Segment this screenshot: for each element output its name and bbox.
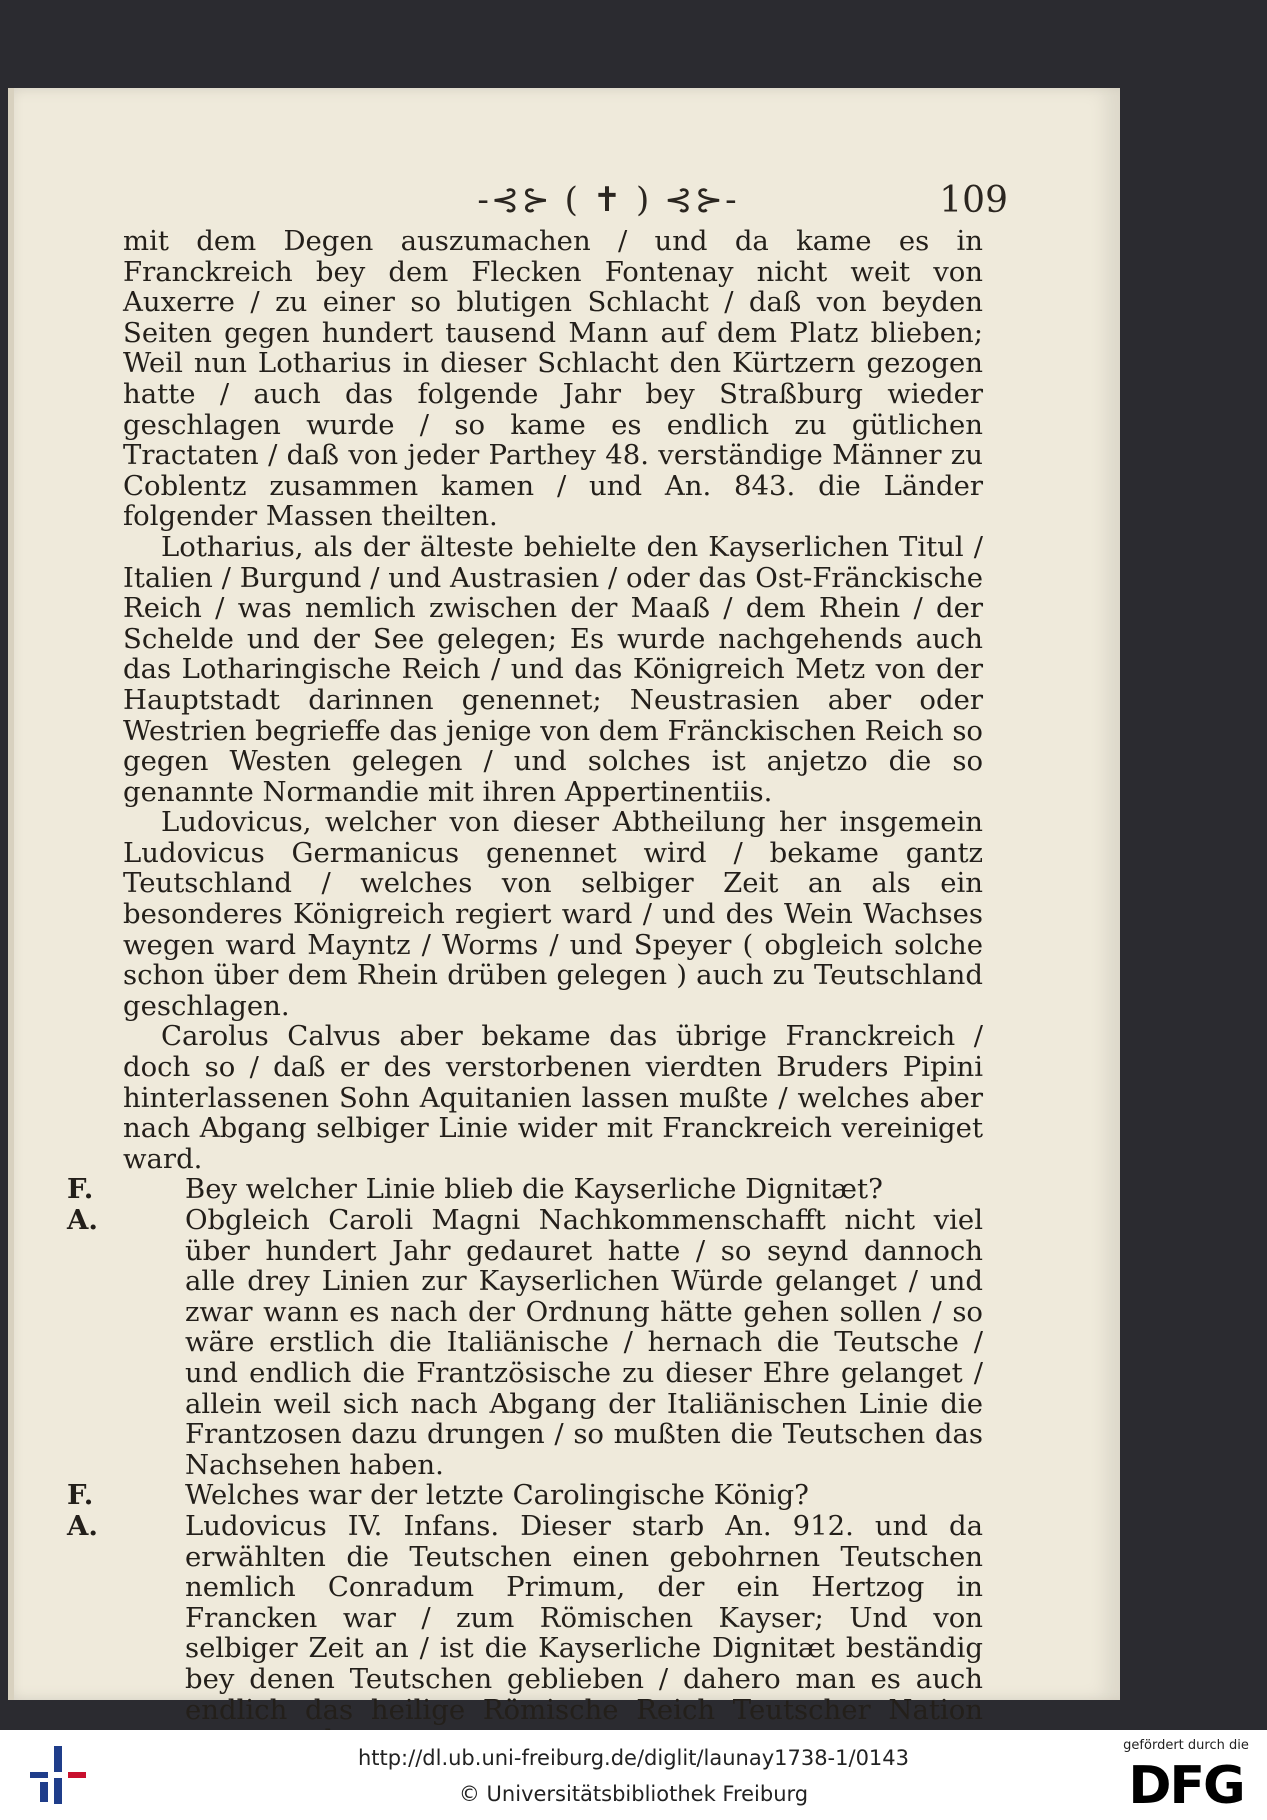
copyright-notice: © Universitätsbibliothek Freiburg	[458, 1782, 809, 1806]
qa-marker: A.	[67, 1204, 98, 1236]
page-gutter-edge	[8, 88, 14, 1700]
page-number: 109	[939, 180, 1008, 221]
dfg-funding-badge	[1116, 1738, 1256, 1816]
body-text	[67, 225, 983, 1786]
question-answer-item	[67, 1479, 983, 1512]
paragraph: Ludovicus, welcher von dieser Abtheilung her insgemein Ludovicus Germanicus genennet wird / bekame gantz Teutschland / welches von selbiger Zeit an als ein besonderes Königreich regiert ward / und des Wein Wachses wegen ward Mayntz / Worms / und Speyer ( obgleich solche schon über dem Rhein drüben gelegen ) auch zu Teutschland geschlagen.	[123, 806, 983, 1022]
paragraph: mit dem Degen auszumachen / und da kame es in Franckreich bey dem Flecken Fontenay nicht weit von Auxerre / zu einer so blutigen Schlacht / daß von beyden Seiten gegen hundert tausend Mann auf dem Platz blieben; Weil nun Lotharius in dieser Schlacht den Kürtzern gezogen hatte / auch das folgende Jahr bey Straßburg wieder geschlagen wurde / so kame es endlich zu gütlichen Tractaten / daß von jeder Parthey 48. verständige Männer zu Coblentz zusammen kamen / und An. 843. die Länder folgender Massen theilten.	[123, 225, 983, 533]
paragraph: Carolus Calvus aber bekame das übrige Franckreich / doch so / daß er des verstorbenen vierdten Bruders Pipini hinterlassenen Sohn Aquitanien lassen mußte / welches aber nach Abgang selbiger Linie wider mit Franckreich vereiniget ward.	[123, 1020, 983, 1175]
qa-text: Ludovicus IV. Infans. Dieser starb An. 912. und da erwählten die Teutschen einen gebohrnen Teutschen nemlich Conradum Primum, der ein Hertzog in Francken war / zum Römischen Kayser; Und von selbiger Zeit an / ist die Kayserliche Dignitæt beständig bey denen Teutschen geblieben / dahero man es auch endlich das heilige Römische Reich Teutscher Nation	[185, 1509, 983, 1726]
paragraph: Lotharius, als der älteste behielte den Kayserlichen Titul / Italien / Burgund / und Austrasien / oder das Ost-Fränckische Reich / was nemlich zwischen der Maaß / dem Rhein / der Schelde und der See gelegen; Es wurde nachgehends auch das Lotharingische Reich / und das Königreich Metz von der Hauptstadt darinnen genennet; Neustrasien aber oder Westrien begrieffe das jenige von dem Fränckischen Reich so gegen Westen gelegen / und solches ist anjetzo die so genannte Normandie mit ihren Appertinentiis.	[123, 530, 983, 808]
question-answer-item	[67, 1204, 983, 1481]
dfg-logo-icon: DFG	[1128, 1756, 1244, 1816]
page-header	[388, 180, 1008, 226]
qa-text: Bey welcher Linie blieb die Kayserliche Dignitæt?	[185, 1173, 883, 1206]
permalink-url[interactable]: http://dl.ub.uni-freiburg.de/diglit/launay1738-1/0143	[357, 1746, 910, 1770]
question-answer-item	[67, 1173, 983, 1206]
header-ornament: -⊰⊱ ( ✝ ) ⊰⊱-	[477, 180, 739, 220]
dfg-caption: gefördert durch die	[1123, 1738, 1249, 1753]
qa-marker: F.	[67, 1479, 94, 1512]
qa-text: Welches war der letzte Carolingische König?	[185, 1479, 809, 1512]
viewer-footer	[0, 1730, 1267, 1820]
qa-marker: F.	[67, 1173, 94, 1206]
qa-marker: A.	[67, 1509, 98, 1542]
book-page	[8, 88, 1120, 1726]
qa-text: Obgleich Caroli Magni Nachkommenschafft nicht viel über hundert Jahr gedauret hatte / so seynd dannoch alle drey Linien zur Kayserlichen Würde gelanget / und zwar wann es nach der Ordnung hätte gehen sollen / so wäre erstlich die Italiänische / hernach die Teutsche / und endlich die Frantzösische zu dieser Ehre gelanget / allein weil sich nach Abgang der Italiänischen Linie die Frantzosen dazu drungen / so mußten die Teutschen das Nachsehen haben.	[185, 1204, 983, 1481]
question-answer-item	[67, 1509, 983, 1756]
